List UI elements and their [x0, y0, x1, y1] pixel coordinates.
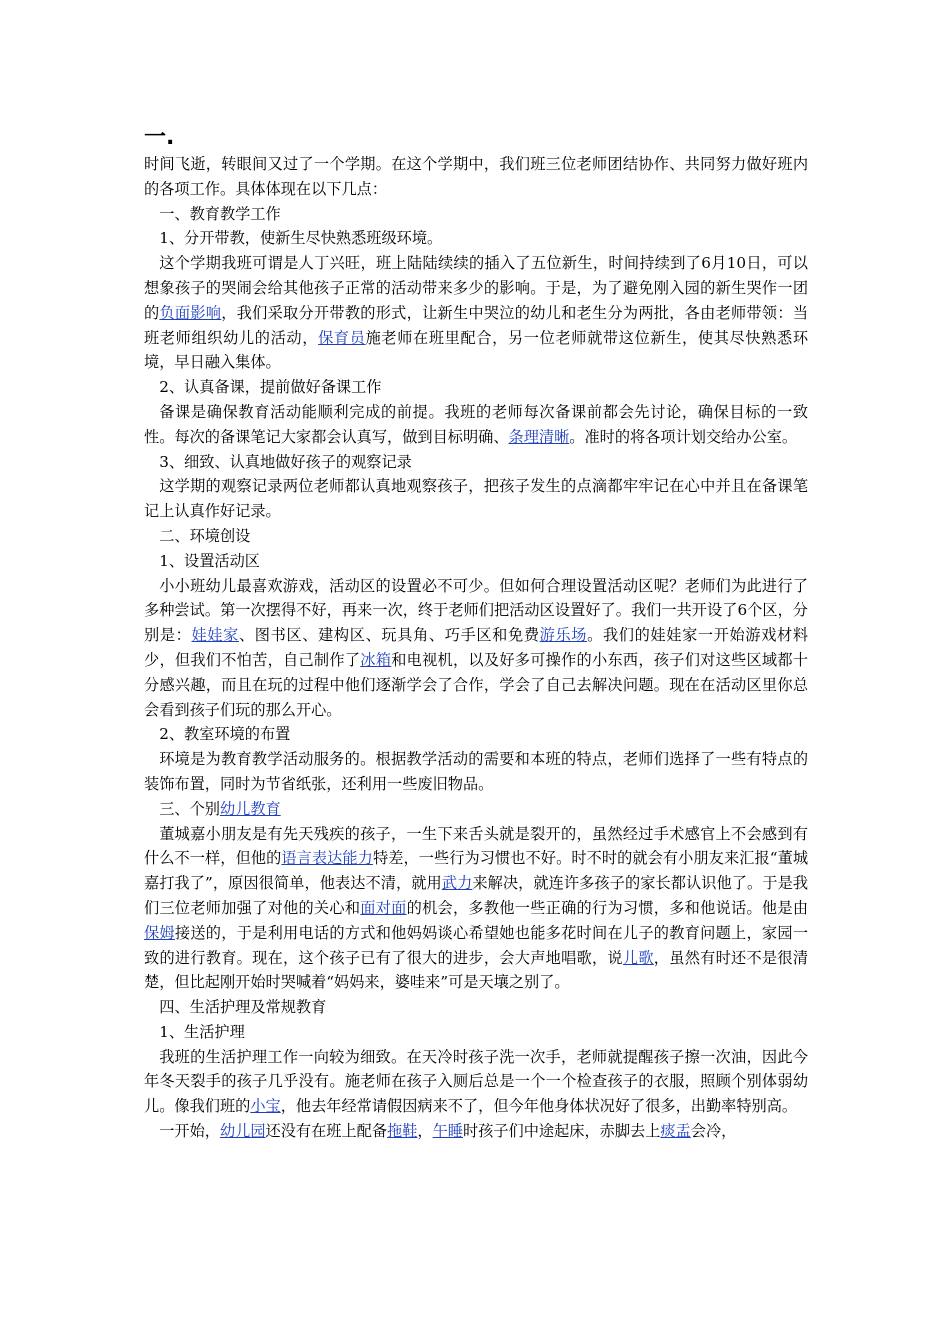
keyword-link[interactable]: 游乐场: [539, 626, 588, 645]
keyword-link[interactable]: 面对面: [360, 898, 407, 917]
keyword-link[interactable]: 负面影响: [159, 303, 222, 322]
paragraph-text: 我班的生活护理工作一向较为细致。在天冷时孩子洗一次手，老师就提醒孩子擦一次油，因此今年冬天裂手的孩子几乎没有。施老师在孩子入厕后总是一个一个检查孩子的衣服，照顾个别体弱幼儿。像我们班的: [144, 1047, 808, 1116]
paragraph: [144, 995, 808, 1020]
keyword-link[interactable]: 保姆: [144, 923, 175, 942]
paragraph-text: ，虽然有时还不是很清楚，但比起刚开始时哭喊着“妈妈来，婆哇来”可是天壤之别了。: [144, 948, 809, 992]
keyword-link[interactable]: 条理清晰: [508, 427, 570, 446]
paragraph: [144, 400, 808, 450]
paragraph: [144, 797, 808, 822]
keyword-link[interactable]: 痰盂: [660, 1122, 691, 1141]
keyword-link[interactable]: 语言表达能力: [281, 849, 373, 868]
paragraph: [144, 202, 808, 227]
paragraph-text: 会冷，: [690, 1122, 737, 1141]
paragraph: [144, 549, 808, 574]
paragraph-text: 1、设置活动区: [159, 551, 260, 570]
paragraph-text: ，他去年经常请假因病来不了，但今年他身体状况好了很多，出勤率特别高。: [280, 1097, 798, 1116]
paragraph: [144, 251, 808, 375]
paragraph-text: 1、生活护理: [159, 1022, 245, 1041]
paragraph: [144, 1020, 808, 1045]
paragraph: [144, 1045, 808, 1119]
paragraph-text: 时间飞逝，转眼间又过了一个学期。在这个学期中，我们班三位老师团结协作、共同努力做好班内的各项工作。具体体现在以下几点：: [144, 155, 808, 198]
paragraph-text: 小小班幼儿最喜欢游戏，活动区的设置必不可少。但如何合理设置活动区呢？老师们为此进行了多种尝试。第一次摆得不好，再来一次，终于老师们把活动区设置好了。我们一共开设了6个区，分别是：: [144, 576, 808, 645]
paragraph: [144, 152, 808, 202]
paragraph-text: 时孩子们中途起床，赤脚去上: [462, 1122, 661, 1141]
paragraph-text: 和电视机，以及好多可操作的小东西，孩子们对这些区域都十分感兴趣，而且在玩的过程中他们逐渐学会了合作，学会了自己去解决问题。现在在活动区里你总会看到孩子们玩的那么开心。: [144, 650, 809, 719]
keyword-link[interactable]: 午睡: [432, 1122, 463, 1141]
paragraph-text: 这学期的观察记录两位老师都认真地观察孩子，把孩子发生的点滴都牢牢记在心中并且在备课笔记上认真作好记录。: [144, 477, 808, 521]
page-title: 一.: [144, 125, 175, 150]
keyword-link[interactable]: 幼儿教育: [219, 799, 281, 818]
paragraph-text: 2、教室环境的布置: [159, 725, 291, 744]
keyword-link[interactable]: 拖鞋: [387, 1122, 418, 1141]
keyword-link[interactable]: 保育员: [318, 328, 366, 347]
document-content: [144, 152, 808, 1144]
paragraph: [144, 822, 808, 996]
keyword-link[interactable]: 儿歌: [622, 948, 654, 967]
paragraph: [144, 474, 808, 524]
paragraph: [144, 1119, 808, 1144]
paragraph-text: 二、环境创设: [159, 526, 251, 545]
paragraph-text: 四、生活护理及常规教育: [159, 998, 327, 1017]
paragraph-text: 特差，一些行为习惯也不好。时不时的就会有小朋友来汇报“董城嘉打我了”，原因很简单，他表达不清，就用: [144, 849, 809, 893]
paragraph-text: 的机会，多教他一些正确的行为习惯，多和他说话。他是由: [406, 898, 809, 917]
paragraph: [144, 524, 808, 549]
paragraph-text: 、图书区、建构区、玩具角、巧手区和免费: [238, 626, 540, 645]
paragraph-text: 。我们的娃娃家一开始游戏材料少，但我们不怕苦，自己制作了: [144, 626, 809, 669]
paragraph-text: ，我们采取分开带教的形式，让新生中哭泣的幼儿和老生分为两批，各由老师带领：当班老师组织幼儿的活动，: [144, 303, 809, 347]
paragraph-text: 三、个别: [159, 799, 220, 818]
paragraph-text: 一开始，: [159, 1122, 220, 1141]
paragraph-text: 施老师在班里配合，另一位老师就带这位新生，使其尽快熟悉环境，早日融入集体。: [144, 328, 809, 372]
paragraph-text: 接送的，于是利用电话的方式和他妈妈谈心希望她也能多花时间在儿子的教育问题上，家园一致的进行教育。现在，这个孩子已有了很大的进步，会大声地唱歌，说: [144, 923, 809, 967]
paragraph: [144, 574, 808, 723]
paragraph: [144, 226, 808, 251]
keyword-link[interactable]: 小宝: [250, 1097, 281, 1116]
paragraph: [144, 747, 808, 797]
document-body: [144, 124, 808, 1144]
paragraph-text: 董城嘉小朋友是有先天残疾的孩子，一生下来舌头就是裂开的，虽然经过手术感官上不会感到有什么不一样，但他的: [144, 824, 808, 868]
paragraph: [144, 722, 808, 747]
paragraph-text: 这个学期我班可谓是人丁兴旺，班上陆陆续续的插入了五位新生，时间持续到了6月10日，可以想象孩子的哭闹会给其他孩子正常的活动带来多少的影响。于是，为了避免刚入园的新生哭作一团的: [144, 254, 808, 322]
paragraph-text: 备课是确保教育活动能顺利完成的前提。我班的老师每次备课前都会先讨论，确保目标的一致性。每次的备课笔记大家都会认真写，做到目标明确、: [144, 402, 808, 446]
paragraph-text: 还没有在班上配备: [265, 1122, 387, 1141]
paragraph-text: 一、教育教学工作: [159, 204, 281, 223]
paragraph-text: 3、细致、认真地做好孩子的观察记录: [159, 452, 412, 471]
paragraph-text: 。准时的将各项计划交给办公室。: [569, 427, 798, 446]
keyword-link[interactable]: 冰箱: [360, 650, 392, 669]
paragraph-text: 环境是为教育教学活动服务的。根据教学活动的需要和本班的特点，老师们选择了一些有特点的装饰布置，同时为节省纸张，还利用一些废旧物品。: [144, 750, 808, 793]
keyword-link[interactable]: 武力: [441, 874, 473, 893]
paragraph: [144, 375, 808, 400]
paragraph-text: 2、认真备课，提前做好备课工作: [159, 378, 382, 397]
keyword-link[interactable]: 幼儿园: [219, 1122, 266, 1141]
paragraph-text: 1、分开带教，使新生尽快熟悉班级环境。: [159, 229, 443, 248]
paragraph: [144, 450, 808, 475]
paragraph-text: ，: [417, 1122, 433, 1141]
paragraph-text: 来解决，就连许多孩子的家长都认识他了。于是我们三位老师加强了对他的关心和: [144, 874, 809, 917]
keyword-link[interactable]: 娃娃家: [191, 626, 239, 645]
